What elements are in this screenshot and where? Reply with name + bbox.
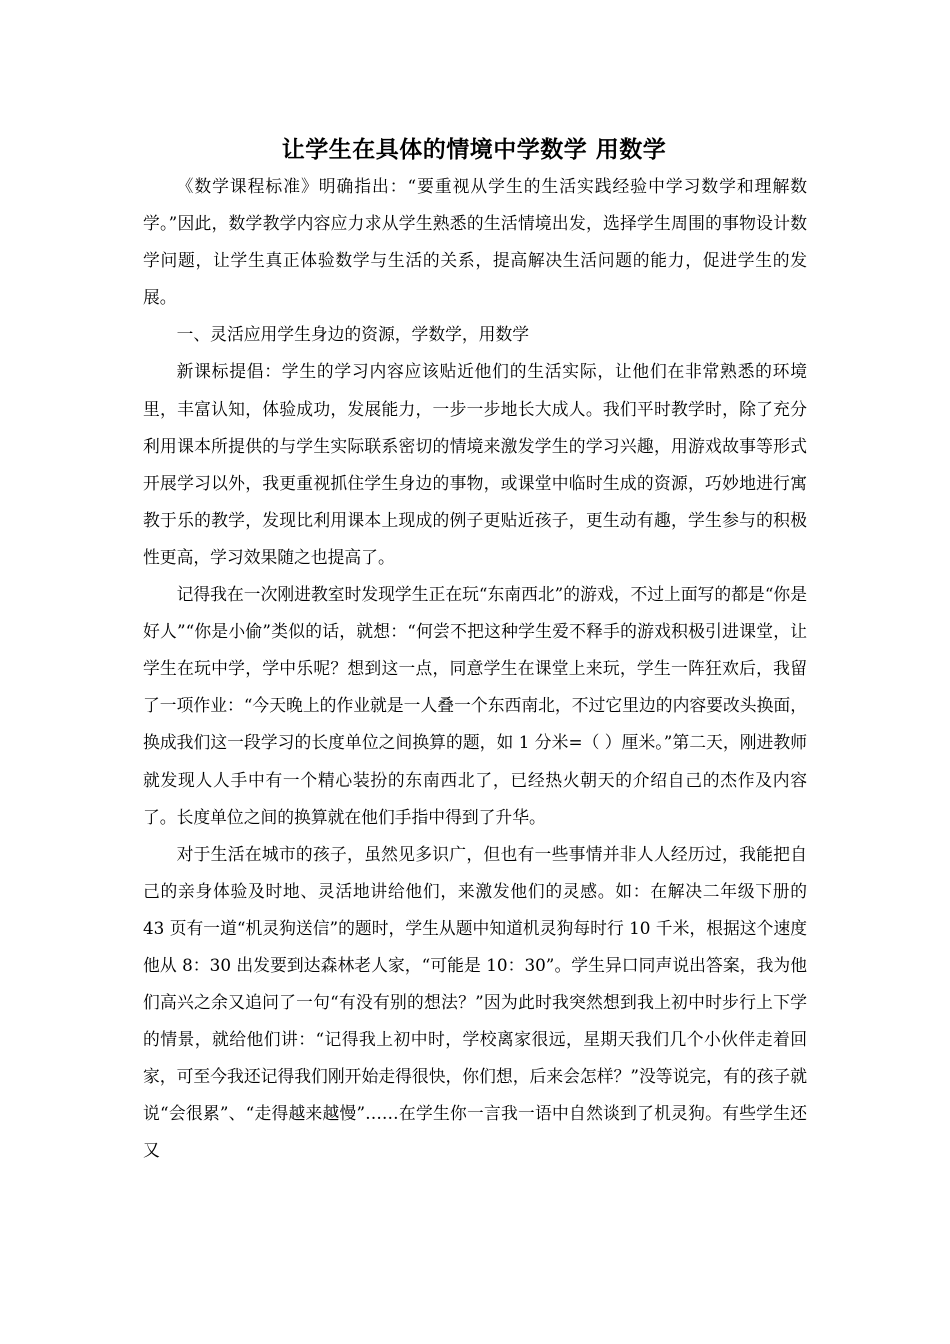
section-heading-1: 一、灵活应用学生身边的资源，学数学，用数学 [176,324,530,345]
paragraph-game-example: 记得我在一次刚进教室时发现学生正在玩“东南西北”的游戏，不过上面写的都是“你是好人”“你是小偷”类似的话，就想：“何尝不把这种学生爱不释手的游戏积极引进课堂，让学生在玩中学，学中乐呢？想到这一点，同意学生在课堂上来玩，学生一阵狂欢后，我留了一项作业：“今天晚上的作业就是一人叠一个东西南北，不过它里边的内容要改头换面，换成我们这一段学习的长度单位之间换算的题，如 1 分米=（ ）厘米。”第二天，刚进教师就发现人人手中有一个精心装扮的东南西北了，已经热火朝天的介绍自己的杰作及内容了。长度单位之间的换算就在他们手指中得到了升华。 [143,584,807,827]
document-body [143,168,807,1170]
document-title: 让学生在具体的情境中学数学 用数学 [281,136,667,163]
paragraph-intro: 《数学课程标准》明确指出：“要重视从学生的生活实践经验中学习数学和理解数学。”因此，数学教学内容应力求从学生熟悉的生活情境出发，选择学生周围的事物设计数学问题，让学生真正体验数学与生活的关系，提高解决生活问题的能力，促进学生的发展。 [143,176,807,308]
paragraph-curriculum: 新课标提倡：学生的学习内容应该贴近他们的生活实际，让他们在非常熟悉的环境里，丰富认知，体验成功，发展能力，一步一步地长大成人。我们平时教学时，除了充分利用课本所提供的与学生实际联系密切的情境来激发学生的学习兴趣，用游戏故事等形式开展学习以外，我更重视抓住学生身边的事物，或课堂中临时生成的资源，巧妙地进行寓教于乐的教学，发现比利用课本上现成的例子更贴近孩子，更生动有趣，学生参与的积极性更高，学习效果随之也提高了。 [143,361,807,567]
paragraph-experience-example: 对于生活在城市的孩子，虽然见多识广，但也有一些事情并非人人经历过，我能把自己的亲身体验及时地、灵活地讲给他们，来激发他们的灵感。如：在解决二年级下册的 43 页有一道“机灵狗送信”的题时，学生从题中知道机灵狗每时行 10 千米，根据这个速度他从 8：30 出发要到达森林老人家，“可能是 10：30”。学生异口同声说出答案，我为他们高兴之余又追问了一句“有没有别的想法？”因为此时我突然想到我上初中时步行上下学的情景，就给他们讲：“记得我上初中时，学校离家很远，星期天我们几个小伙伴走着回家，可至今我还记得我们刚开始走得很快，你们想，后来会怎样？”没等说完，有的孩子就说“会很累”、“走得越来越慢”……在学生你一言我一语中自然谈到了机灵狗。有些学生还又 [143,843,807,1161]
